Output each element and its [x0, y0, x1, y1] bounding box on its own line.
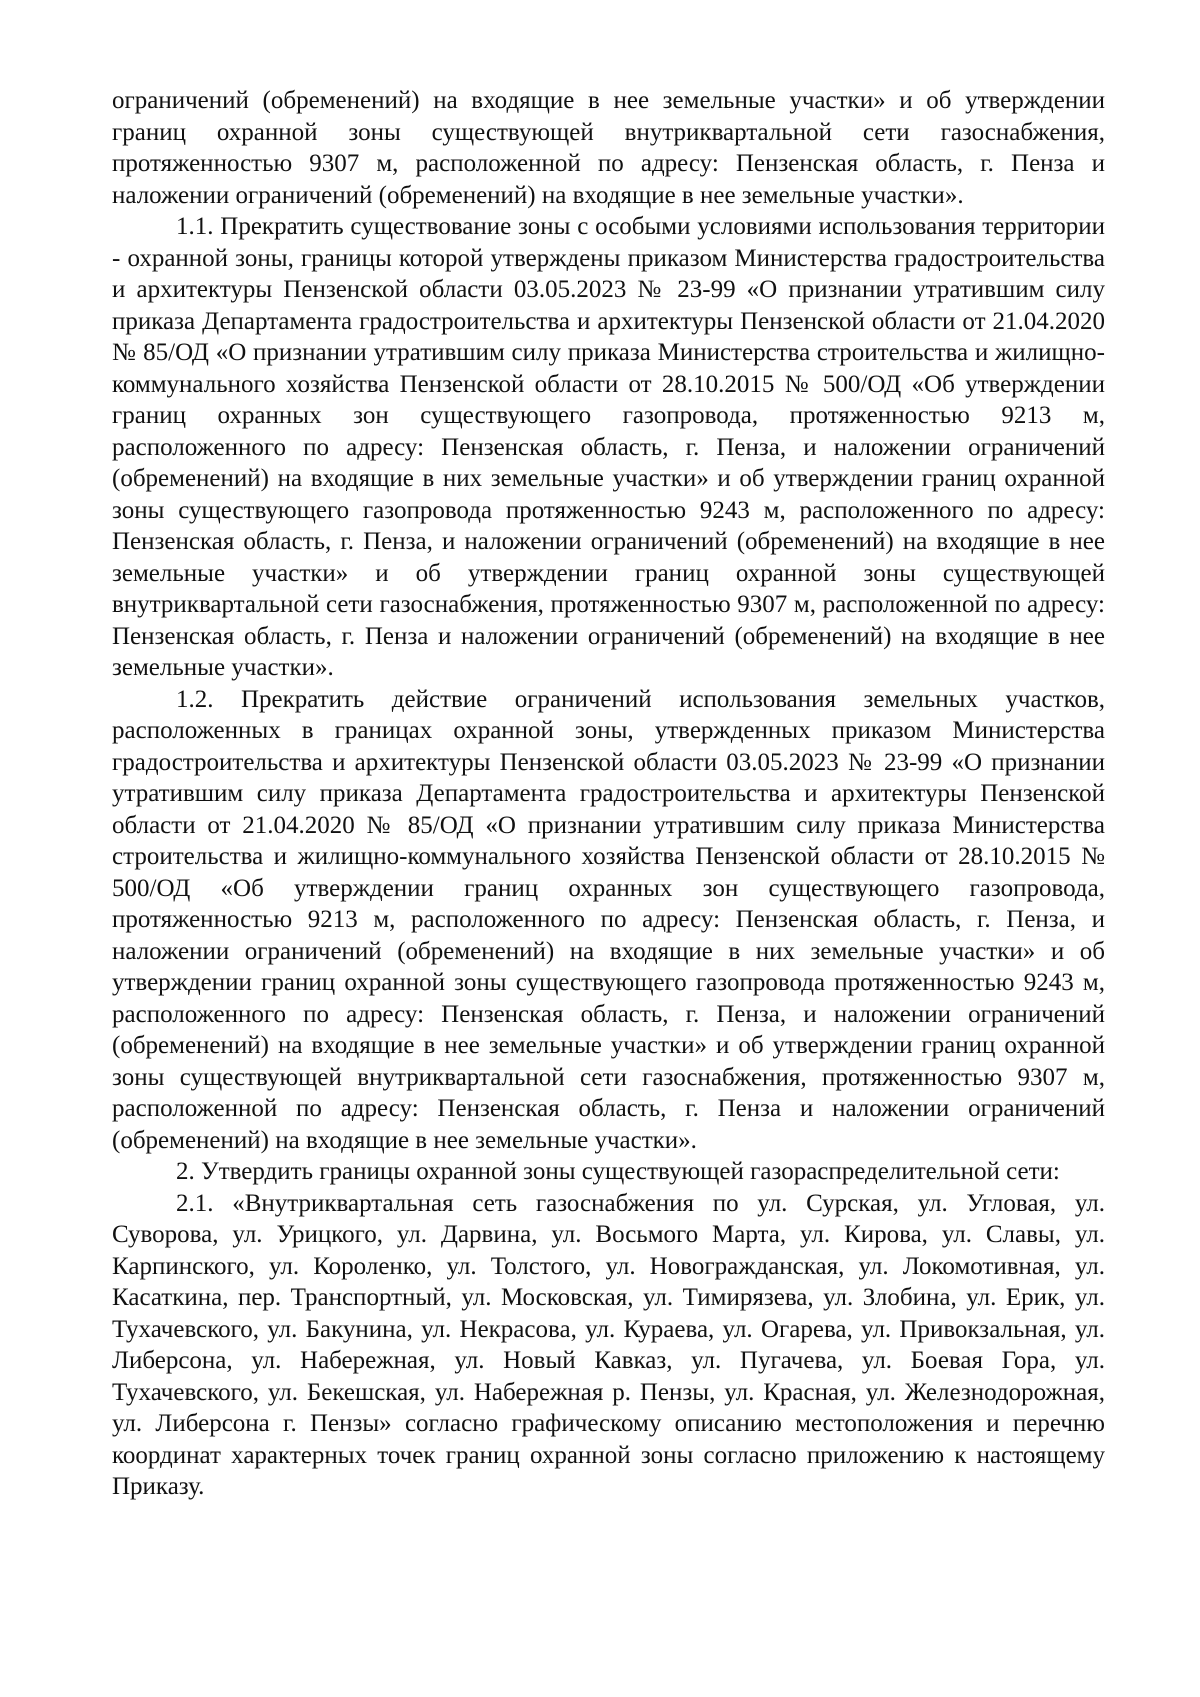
paragraph-continuation: ограничений (обременений) на входящие в нее земельные участки» и об утверждении границ охранной зоны существующей внутриквартальной сети газоснабжения, протяженностью 9307 м, расположенной по адресу: Пензенская область, г. Пенза и наложении ограничений (обременений) на входящие в нее земельные участки».: [112, 87, 1105, 209]
paragraph-2: 2. Утвердить границы охранной зоны существующей газораспределительной сети:: [176, 1158, 1060, 1185]
paragraph-1-2: 1.2. Прекратить действие ограничений использования земельных участков, расположенных в границах охранной зоны, утвержденных приказом Министерства градостроительства и архитектуры Пензенской области 03.05.2023 № 23-99 «О признании утратившим силу приказа Департамента градостроительства и архитектуры Пензенской области от 21.04.2020 № 85/ОД «О признании утратившим силу приказа Министерства строительства и жилищно-коммунального хозяйства Пензенской области от 28.10.2015 № 500/ОД «Об утверждении границ охранных зон существующего газопровода, протяженностью 9213 м, расположенного по адресу: Пензенская область, г. Пенза, и наложении ограничений (обременений) на входящие в них земельные участки» и об утверждении границ охранной зоны существующего газопровода протяженностью 9243 м, расположенного по адресу: Пензенская область, г. Пенза, и наложении ограничений (обременений) на входящие в нее земельные участки» и об утверждении границ охранной зоны существующей внутриквартальной сети газоснабжения, протяженностью 9307 м, расположенной по адресу: Пензенская область, г. Пенза и наложении ограничений (обременений) на входящие в нее земельные участки».: [112, 685, 1105, 1154]
paragraph-1-1: 1.1. Прекратить существование зоны с особыми условиями использования территории - охранной зоны, границы которой утверждены приказом Министерства градостроительства и архитектуры Пензенской области 03.05.2023 № 23-99 «О признании утратившим силу приказа Департамента градостроительства и архитектуры Пензенской области от 21.04.2020 № 85/ОД «О признании утратившим силу приказа Министерства строительства и жилищно-коммунального хозяйства Пензенской области от 28.10.2015 № 500/ОД «Об утверждении границ охранных зон существующего газопровода, протяженностью 9213 м, расположенного по адресу: Пензенская область, г. Пенза, и наложении ограничений (обременений) на входящие в них земельные участки» и об утверждении границ охранной зоны существующего газопровода протяженностью 9243 м, расположенного по адресу: Пензенская область, г. Пенза, и наложении ограничений (обременений) на входящие в нее земельные участки» и об утверждении границ охранной зоны существующей внутриквартальной сети газоснабжения, протяженностью 9307 м, расположенной по адресу: Пензенская область, г. Пенза и наложении ограничений (обременений) на входящие в нее земельные участки».: [112, 213, 1105, 681]
paragraph-2-1: 2.1. «Внутриквартальная сеть газоснабжения по ул. Сурская, ул. Угловая, ул. Суворова, ул. Урицкого, ул. Дарвина, ул. Восьмого Марта, ул. Кирова, ул. Славы, ул. Карпинского, ул. Короленко, ул. Толстого, ул. Новогражданская, ул. Локомотивная, ул. Касаткина, пер. Транспортный, ул. Московская, ул. Тимирязева, ул. Злобина, ул. Ерик, ул. Тухачевского, ул. Бакунина, ул. Некрасова, ул. Кураева, ул. Огарева, ул. Привокзальная, ул. Либерсона, ул. Набережная, ул. Новый Кавказ, ул. Пугачева, ул. Боевая Гора, ул. Тухачевского, ул. Бекешская, ул. Набережная р. Пензы, ул. Красная, ул. Железнодорожная, ул. Либерсона г. Пензы» согласно графическому описанию местоположения и перечню координат характерных точек границ охранной зоны согласно приложению к настоящему Приказу.: [112, 1189, 1105, 1500]
